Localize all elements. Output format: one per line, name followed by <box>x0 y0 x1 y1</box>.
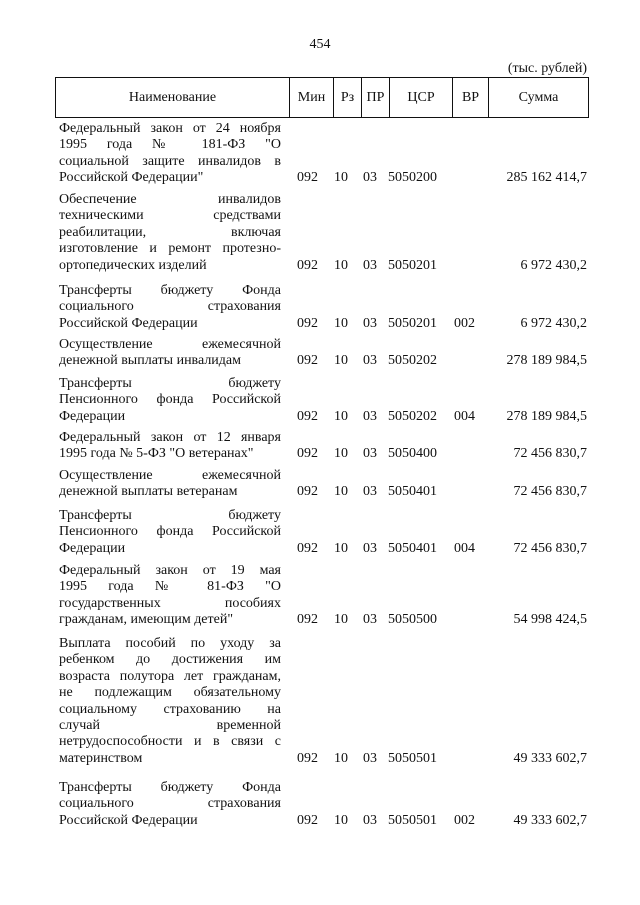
row-min: 092 <box>297 812 318 828</box>
row-vr: 004 <box>454 408 475 424</box>
row-name-line: государственных пособиях <box>59 595 281 611</box>
row-min: 092 <box>297 170 318 186</box>
row-csr: 5050501 <box>388 750 437 766</box>
row-name-line: не подлежащим обязательному <box>59 685 281 701</box>
row-vr: 004 <box>454 540 475 556</box>
row-sum: 6 972 430,2 <box>520 257 587 273</box>
row-name <box>59 283 281 332</box>
row-name-line: 1995 года № 181-ФЗ "О <box>59 137 281 153</box>
row-min: 092 <box>297 315 318 331</box>
row-min: 092 <box>297 484 318 500</box>
units-label: (тыс. рублей) <box>507 61 587 76</box>
row-sum: 54 998 424,5 <box>513 612 587 628</box>
row-csr: 5050201 <box>388 257 437 273</box>
row-rz: 10 <box>334 612 348 628</box>
row-rz: 10 <box>334 315 348 331</box>
row-name-line: реабилитации, включая <box>59 224 281 240</box>
row-name-line: Федеральный закон от 12 января <box>59 430 281 445</box>
row-name-line: нетрудоспособности и в связи с <box>59 734 281 750</box>
row-name-line: 1995 года № 81-ФЗ "О <box>59 579 281 595</box>
row-csr: 5050201 <box>388 315 437 331</box>
row-name-line: Осуществление ежемесячной <box>59 337 281 352</box>
row-name-line: изготовление и ремонт протезно- <box>59 241 281 257</box>
row-min: 092 <box>297 353 318 369</box>
row-min: 092 <box>297 408 318 424</box>
row-csr: 5050202 <box>388 353 437 369</box>
row-sum: 72 456 830,7 <box>513 484 587 500</box>
header-csr: ЦСР <box>389 78 452 117</box>
row-pr: 03 <box>363 315 377 331</box>
row-name-line: Выплата пособий по уходу за <box>59 636 281 651</box>
row-min: 092 <box>297 446 318 462</box>
row-name <box>59 192 281 274</box>
row-name-line: социальной защите инвалидов в <box>59 153 281 169</box>
row-name-line: Трансферты бюджету <box>59 508 281 523</box>
row-name-line: 1995 года № 5-ФЗ "О ветеранах" <box>59 446 254 462</box>
row-csr: 5050500 <box>388 612 437 628</box>
row-sum: 49 333 602,7 <box>513 812 587 828</box>
row-name-line: социального страхования <box>59 796 281 812</box>
row-name <box>59 430 281 463</box>
row-name-line: возраста полутора лет гражданам, <box>59 668 281 684</box>
row-pr: 03 <box>363 812 377 828</box>
row-pr: 03 <box>363 612 377 628</box>
row-pr: 03 <box>363 484 377 500</box>
row-min: 092 <box>297 750 318 766</box>
row-pr: 03 <box>363 750 377 766</box>
row-name-line: Трансферты бюджету Фонда <box>59 780 281 795</box>
row-name <box>59 780 281 829</box>
row-name <box>59 376 281 425</box>
row-name <box>59 636 281 767</box>
row-rz: 10 <box>334 446 348 462</box>
row-name-line: Российской Федерации <box>59 812 198 828</box>
row-name-line: гражданам, имеющим детей" <box>59 612 234 628</box>
row-pr: 03 <box>363 257 377 273</box>
row-name-line: Федерации <box>59 540 126 556</box>
row-rz: 10 <box>334 484 348 500</box>
row-rz: 10 <box>334 257 348 273</box>
row-name-line: материнством <box>59 750 143 766</box>
row-rz: 10 <box>334 170 348 186</box>
row-sum: 278 189 984,5 <box>506 353 587 369</box>
row-name-line: случай временной <box>59 717 281 733</box>
row-pr: 03 <box>363 446 377 462</box>
row-name-line: Трансферты бюджету Фонда <box>59 283 281 298</box>
header-sum: Сумма <box>488 78 588 117</box>
row-csr: 5050401 <box>388 484 437 500</box>
row-rz: 10 <box>334 750 348 766</box>
row-name-line: Российской Федерации" <box>59 170 204 186</box>
row-name <box>59 563 281 629</box>
row-name <box>59 468 281 501</box>
row-sum: 285 162 414,7 <box>506 170 587 186</box>
row-rz: 10 <box>334 353 348 369</box>
row-rz: 10 <box>334 540 348 556</box>
row-vr: 002 <box>454 812 475 828</box>
row-sum: 6 972 430,2 <box>520 315 587 331</box>
row-csr: 5050501 <box>388 812 437 828</box>
row-min: 092 <box>297 612 318 628</box>
row-name-line: социальному страхованию на <box>59 701 281 717</box>
row-sum: 278 189 984,5 <box>506 408 587 424</box>
row-rz: 10 <box>334 408 348 424</box>
row-min: 092 <box>297 540 318 556</box>
row-min: 092 <box>297 257 318 273</box>
row-csr: 5050200 <box>388 170 437 186</box>
row-name-line: ребенком до достижения им <box>59 652 281 668</box>
row-pr: 03 <box>363 540 377 556</box>
page-number: 454 <box>309 37 331 52</box>
row-name-line: техническими средствами <box>59 208 281 224</box>
row-csr: 5050401 <box>388 540 437 556</box>
row-sum: 72 456 830,7 <box>513 446 587 462</box>
header-min: Мин <box>289 78 333 117</box>
header-vr: ВР <box>452 78 488 117</box>
row-name-line: Пенсионного фонда Российской <box>59 392 281 408</box>
row-name-line: Федеральный закон от 19 мая <box>59 563 281 578</box>
row-sum: 72 456 830,7 <box>513 540 587 556</box>
row-name-line: Пенсионного фонда Российской <box>59 524 281 540</box>
row-name-line: Трансферты бюджету <box>59 376 281 391</box>
row-name-line: Федеральный закон от 24 ноября <box>59 121 281 136</box>
row-name-line: ортопедических изделий <box>59 257 207 273</box>
header-name: Наименование <box>128 90 217 105</box>
row-name-line: денежной выплаты инвалидам <box>59 353 241 369</box>
table-header <box>55 77 589 118</box>
row-name-line: Российской Федерации <box>59 315 198 331</box>
row-sum: 49 333 602,7 <box>513 750 587 766</box>
header-pr: ПР <box>361 78 389 117</box>
row-name-line: Федерации <box>59 408 126 424</box>
row-rz: 10 <box>334 812 348 828</box>
row-name-line: Осуществление ежемесячной <box>59 468 281 483</box>
header-rz: Рз <box>333 78 361 117</box>
row-name <box>59 508 281 557</box>
row-pr: 03 <box>363 353 377 369</box>
row-pr: 03 <box>363 170 377 186</box>
row-csr: 5050400 <box>388 446 437 462</box>
row-name <box>59 121 281 187</box>
row-vr: 002 <box>454 315 475 331</box>
row-name <box>59 337 281 370</box>
row-csr: 5050202 <box>388 408 437 424</box>
row-name-line: Обеспечение инвалидов <box>59 192 281 207</box>
row-name-line: социального страхования <box>59 299 281 315</box>
row-name-line: денежной выплаты ветеранам <box>59 484 238 500</box>
row-pr: 03 <box>363 408 377 424</box>
